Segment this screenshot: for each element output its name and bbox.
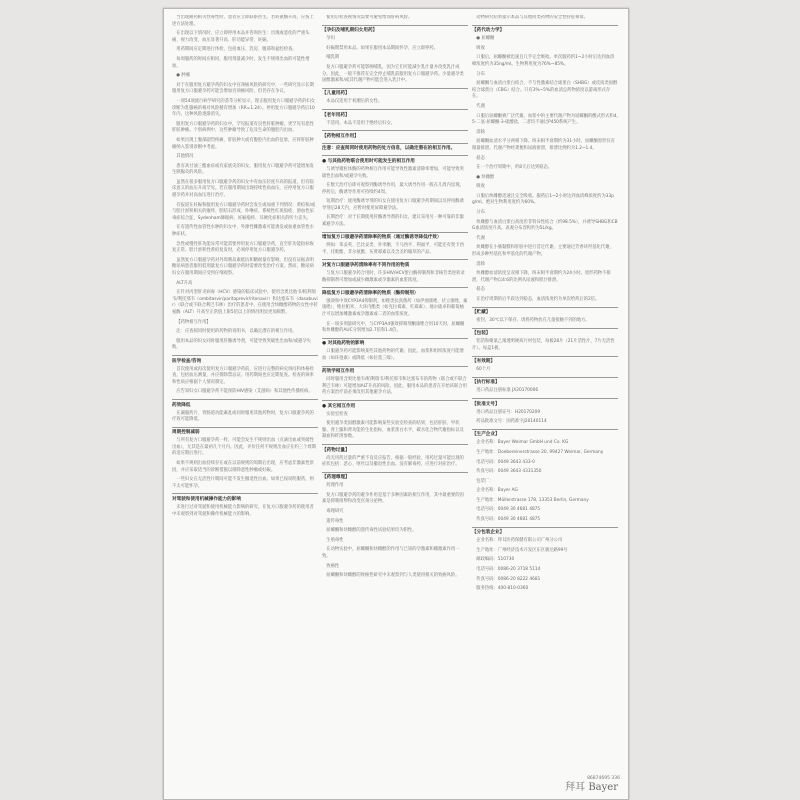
section-heading: 【孕妇及哺乳期妇女用药】 xyxy=(322,28,378,34)
section-heading: 【有效期】 xyxy=(472,359,495,365)
section-divider xyxy=(322,472,468,473)
section-divider xyxy=(322,259,468,260)
section-divider xyxy=(322,366,468,367)
section-divider xyxy=(472,429,618,430)
section-divider xyxy=(322,109,468,110)
section-heading: 药效降低 xyxy=(172,402,191,408)
paragraph: 使用避孕类固醇激素可能影响某些实验室检查的结果，包括肝脏、甲状腺、肾上腺和肾功能的生化指标，血浆蛋白水平，碳水化合物代谢指标以及凝血和纤溶参数。 xyxy=(322,421,464,440)
section-heading: 注意：应查阅同时使用药物的处方信息，以确定潜在的相互作用。 xyxy=(322,146,456,152)
section-divider xyxy=(322,338,468,339)
paragraph: 在一个治疗周期中，约8天后达到稳态。 xyxy=(476,165,553,171)
paragraph: ● 肿瘤 xyxy=(176,73,191,79)
paragraph: 注：应查阅同时使用的药物的说明书，以确定潜在的相互作用。 xyxy=(176,329,297,335)
paragraph: 分布 xyxy=(476,210,485,216)
section-heading: 【贮藏】 xyxy=(472,310,491,316)
section-divider xyxy=(322,143,468,144)
section-divider xyxy=(322,88,468,89)
paragraph: 生殖毒性 xyxy=(326,537,344,543)
section-divider xyxy=(472,307,618,308)
paragraph: 药理作用 xyxy=(326,483,344,489)
paragraph: 吸收 xyxy=(476,45,485,51)
paragraph: 复方口服避孕药的避孕作用是基于多种因素的相互作用，其中最重要的因素是抑制排卵和改变宫颈分泌物。 xyxy=(322,492,464,505)
paragraph: 代谢 xyxy=(476,235,485,241)
section-heading: 【执行标准】 xyxy=(472,380,500,386)
paragraph: 孕妇 xyxy=(326,36,335,42)
leaflet-column-3 xyxy=(472,15,618,793)
paragraph: 密封，30℃以下保存。请将药物放在儿童接触不到的地方。 xyxy=(476,318,590,324)
package-insert-leaflet xyxy=(163,8,629,800)
paragraph: 如果不规则出血持续存在或在以前规则的周期后出现，应考虑非激素性原因，并应采取适当的诊断措施以排除恶性肿瘤或妊娠。 xyxy=(172,461,314,473)
paragraph: 屈螺酮与血清白蛋白结合，不与性激素结合球蛋白（SHBG）或皮质类固醇结合球蛋白（CBG）结合。只有3%~5%的血清总药物浓度以游离形式存在。 xyxy=(472,81,618,100)
section-heading: 【老年用药】 xyxy=(322,112,350,118)
section-divider xyxy=(472,356,618,357)
paragraph: 传真号码：0049 30 4681 4875 xyxy=(476,517,541,523)
section-heading: 对复方口服避孕药清除率有不同作用的物质 xyxy=(322,263,410,269)
section-divider xyxy=(472,377,618,378)
paragraph: 虽然在很多服用复方口服避孕药的妇女中有血压轻度升高的报道，但有临床意义的血压升高罕见。若在服用期间出现持续性高血压，应停用复方口服避孕药并对高血压进行治疗。 xyxy=(172,179,314,199)
section-heading: 【包装】 xyxy=(472,331,491,337)
bayer-logo xyxy=(565,778,618,793)
paragraph: 不适用。本品不适用于绝经后妇女。 xyxy=(326,120,396,126)
paragraph: 在一项多剂量研究中，与CYP3A4强效抑制剂酮康唑合用10天时，屈螺酮和炔雌醇的AUC分别增加2.7倍和1.4倍。 xyxy=(322,321,465,334)
paragraph: 在出现以下情况时，应立即停用本品并咨询医生：出现或恶化的严重头痛、视力改变、血压显著升高、肝功能异常、妊娠。 xyxy=(172,31,310,43)
section-heading: 【药理毒理】 xyxy=(322,475,350,481)
paragraph: 应告知妇女口服避孕药不能预防HIV感染（艾滋病）和其他性传播疾病。 xyxy=(176,389,313,395)
paragraph: 药品批准文号：国药准字J20140114 xyxy=(476,419,547,425)
paragraph: 首次使用或再次使用复方口服避孕药前，应进行完整的病史询问和体格检查，包括血压测量，并应排除禁忌证。用药期间也应定期复查。检查的频率和性质应根据个人情况制定。 xyxy=(172,366,314,385)
paragraph: 与所有复方口服避孕药一样，可能会发生不规则出血（点滴出血或突破性出血），尤其是在最初几个月内。因此，评价任何不规则出血应在约三个周期的适应期后进行。 xyxy=(172,438,316,457)
section-divider xyxy=(172,355,318,356)
paragraph: 传真号码：0086-20 8222 4681 xyxy=(476,576,541,582)
paragraph: 本品仅适用于初潮后的女性。 xyxy=(326,99,383,105)
section-heading: 【分包装企业】 xyxy=(472,530,505,536)
section-heading: 【生产企业】 xyxy=(472,432,500,438)
paragraph: 稳态 xyxy=(476,287,485,293)
paragraph: 生产地址：广州经济技术开发区东区骏达路99号 xyxy=(476,547,568,553)
brand-name-cn: 拜耳 xyxy=(565,782,586,793)
section-heading: 周期控制减弱 xyxy=(172,430,200,436)
paragraph: 包装厂： xyxy=(476,478,494,484)
section-heading: 医学检查/咨询 xyxy=(172,358,202,364)
section-heading: 降低复方口服避孕药清除率的物质（酶抑制剂） xyxy=(322,290,419,296)
paragraph: 在治疗周期的后半段达到稳态，血清浓度约为单次给药后的2倍。 xyxy=(476,297,600,302)
section-heading: 【药物相互作用】 xyxy=(322,133,359,139)
paragraph: 有报道在妊娠和服用复方口服避孕药时会发生或加重下列情况：黄疸和/或与胆汁淤积相关的瘙痒、胆结石形成、卟啉症、系统性红斑狼疮、溶血性尿毒症综合征、Sydenham舞蹈病、妊娠疱疹、耳硬化症相关的听力丧失。 xyxy=(172,202,316,221)
paragraph: 同时服用含奥比他韦/帕利瑞韦/利托那韦和达塞布韦的药物（联合或不联合利巴韦林）可能增加ALT升高的风险。因此，服用本品的患者在开始该联合用药方案治疗前必须改用其他避孕方法。 xyxy=(322,377,467,396)
section-divider xyxy=(472,527,618,528)
paragraph: 妊娠期禁用本品。如果在服用本品期间怀孕，应立即停药。 xyxy=(326,45,439,51)
paragraph: 在有遗传性血管性水肿的妇女中，外源性雌激素可能诱发或加重血管性水肿症状。 xyxy=(172,225,314,238)
paragraph: 电话号码：0049 3643 433-0 xyxy=(476,459,535,465)
section-heading: ● 对其他药物的影响 xyxy=(322,341,365,347)
paragraph: 口服后屈螺酮被广泛代谢。血浆中的主要代谢产物为屈螺酮的酸式形式和4,5-二氢-屈螺酮-3-硫酸盐，二者均不通过P450系统产生。 xyxy=(472,113,618,126)
section-divider xyxy=(322,25,468,26)
section-divider xyxy=(322,287,468,288)
paragraph: 与诱导微粒体酶的药物相互作用可能导致性激素清除率增加，可能导致突破性出血和/或避孕失败。 xyxy=(322,166,464,179)
paragraph: 对于在服用复方避孕药的妇女中宫颈癌风险的研究中，一些研究显示长期服用复方口服避孕药可能会增加宫颈癌风险，但仍存在争议。 xyxy=(172,82,314,95)
paragraph: 在漏服药片、胃肠道功能紊乱或同时服用其他药物时，复方口服避孕药的疗效可能降低。 xyxy=(172,410,314,423)
paragraph: 与复方口服避孕药合用时，许多HIV/HCV蛋白酶抑制剂和非核苷类逆转录酶抑制剂可增加或减少雌激素或孕激素的血浆浓度。 xyxy=(322,271,465,283)
brand-name-en: Bayer xyxy=(588,782,618,793)
paragraph: ● 屈螺酮 xyxy=(476,36,495,42)
paragraph: 长期治疗：对于长期使用肝酶诱导剂的妇女，建议采用另一种可靠的非激素避孕方法。 xyxy=(322,215,464,228)
section-divider xyxy=(322,400,468,401)
paragraph: 进口药品注册证号：H20170209 xyxy=(476,409,541,415)
section-heading: ● 其它相互作用 xyxy=(322,403,356,409)
paragraph: 企业名称：拜耳医药保健有限公司广州分公司 xyxy=(476,538,563,544)
paragraph: 60个月 xyxy=(476,367,491,373)
paragraph: 铝箔和聚氯乙烯透明硬质片材包装，每板28片（21片活性片，7片无活性片）。每盒1板。 xyxy=(472,339,615,351)
section-divider xyxy=(172,427,318,428)
paragraph: 电话号码：0086-20 3718 5114 xyxy=(476,567,541,573)
paragraph: 传真号码：0049 3643 4331350 xyxy=(476,469,542,475)
paragraph: 稳态 xyxy=(476,155,485,161)
paragraph: 一些妇女在无活性片期间可能不发生撤退性出血。如果已按说明服药，则不太可能怀孕。 xyxy=(172,477,314,489)
section-divider xyxy=(322,232,468,233)
paragraph: 企业名称：Bayer AG xyxy=(476,488,518,494)
section-heading: 对驾驶和使用机械操作能力的影响 xyxy=(172,497,241,503)
paragraph: 企业名称：Bayer Weimar GmbH und Co. KG xyxy=(476,440,569,446)
paragraph: 吸收 xyxy=(476,184,485,190)
paragraph: 例如：苯妥英、巴比妥类、扑米酮、卡马西平、利福平，可能还有奥卡西平、托吡酯、非尔氨酯、灰黄霉素以及含圣约翰草的产品。 xyxy=(322,243,464,255)
paragraph: 口服后，屈螺酮被迅速且几乎完全吸收。单次服药约1~2小时后达到血清峰浓度约为35ng/ml。生物利用度为76%~85%。 xyxy=(472,55,615,67)
paragraph: 当出现耐药相关性毒性时，患者应立即联系医生。若转氨酶升高，应按上述方法处理。 xyxy=(172,15,314,27)
paragraph: 炔雌醇血清浓度呈双相下降，终末相半衰期约为24小时。原形药物不排泄，代谢产物以4:6的比例从尿液和胆汁排泄。 xyxy=(472,271,611,283)
paragraph: 在针对丙型肝炎病毒（HCV）感染的临床试验中，使用含奥比他韦/帕利瑞韦/利托那韦（ombitasvir/paritaprevir/ritonavir）和达塞布韦（dasabuvir）（联合或不联合利巴韦林）治疗的患者中，在使用含炔雌醇药物的女性中转氨酶（ALT）升高至正常值上限5倍以上的情况明显更加频繁。 xyxy=(172,290,318,315)
paragraph: 实验室检查 xyxy=(326,411,348,417)
section-divider xyxy=(172,399,318,400)
paragraph: 进口药品注册标准 JX20170006 xyxy=(476,388,539,394)
paragraph: 口服避孕药可能影响某些其他药物的代谢。因此，血浆和组织浓度可能增加（如环孢素）或降低（如拉莫三嗪）。 xyxy=(322,349,464,361)
paragraph: 屈螺酮血清水平分两相下降。终末相半衰期约为31小时。屈螺酮原形仅有微量排泄。代谢产物经粪便和尿液排泄，排泄比例约为1.2~1.4。 xyxy=(472,139,615,151)
paragraph: 哺乳期 xyxy=(326,55,340,61)
paragraph: 生产地址：Doebereinerstrasse 20, 99427 Weimar, Germany xyxy=(476,449,604,455)
paragraph: 其他情况 xyxy=(176,154,194,160)
section-heading: 【药物过量】 xyxy=(322,447,350,453)
paragraph: 虽然复方口服避孕药对外周胰岛素抵抗和糖耐量有影响，但没有证据表明糖尿病患者服用低剂量复方口服避孕药时需要改变治疗方案。然而，糖尿病妇女在服用期间应受到仔细观察。 xyxy=(172,257,314,276)
paragraph: 炔雌醇在小肠黏膜和肝脏中进行首过代谢，主要通过芳香环羟基化代谢，形成多种羟基化和甲基化的代谢产物。 xyxy=(472,245,614,258)
paragraph: 在数天治疗后即可观察到酶诱导作用，最大诱导作用一般在几周内显现。停药后，酶诱导作用可持续约4周。 xyxy=(322,183,464,195)
paragraph: 动物研究结果提示本品与其他同类药物的安全性特征相似。 xyxy=(476,15,589,20)
paragraph: 致癌性 xyxy=(326,563,340,569)
section-heading: 【药代动力学】 xyxy=(472,28,505,34)
leaflet-column-2 xyxy=(322,15,468,793)
paragraph: 分布 xyxy=(476,71,485,77)
paragraph: 代谢 xyxy=(476,103,485,109)
paragraph: 尚无用药过量的严重不良反应报告。根据一般经验，用药过量可能出现的症状包括：恶心、呕吐以及撤退性出血。没有解毒药，应进行对症治疗。 xyxy=(322,455,464,468)
section-heading: 药效学相互作用 xyxy=(322,369,355,375)
section-divider xyxy=(322,155,468,156)
paragraph: 消除 xyxy=(476,129,485,135)
paragraph: 使用后检查视情况需要可避免增加肝病风险。 xyxy=(326,15,413,20)
paragraph: 每周服药的时间应相同，服用剂量减少时，发生不规则出血的可能性增加。 xyxy=(172,56,310,69)
paragraph: 如果出现上腹部剧烈疼痛、肝脏肿大或有腹腔内出血的征象，应将肝脏肿瘤纳入鉴别诊断中考虑。 xyxy=(172,137,314,150)
paragraph: 口服后炔雌醇迅速且完全吸收。服药后1~2小时达到血清峰浓度约为33pg/ml。绝对生物利用度约为60%。 xyxy=(472,193,614,206)
paragraph: ALT升高 xyxy=(176,280,193,286)
section-divider xyxy=(472,328,618,329)
paragraph: 一项54项流行病学研究的荟萃分析显示，现正服用复方口服避孕药的妇女诊断为乳腺癌的相对风险稍有增加（RR=1.24）。停用复方口服避孕药后10年内，这种风险逐渐消失。 xyxy=(172,98,315,118)
paragraph: 未进行过对驾驶和使用机械能力影响的研究。在复方口服避孕药的使用者中未观察到对驾驶和操作机械能力的影响。 xyxy=(172,505,314,517)
paragraph: 遗传毒性 xyxy=(326,518,344,524)
section-heading: 【批准文号】 xyxy=(472,401,500,407)
section-heading: 增加复方口服避孕药清除率的物质（通过酶诱导降低疗效） xyxy=(322,235,442,241)
section-divider xyxy=(472,398,618,399)
paragraph: 【药物相互作用】 xyxy=(176,319,211,325)
leaflet-column-1 xyxy=(172,15,318,793)
section-divider xyxy=(322,444,468,445)
paragraph: 邮政编码：510730 xyxy=(476,557,515,563)
paragraph: 服用本品的妇女同时服用肝酶诱导剂，可能导致突破性出血和/或避孕失败。 xyxy=(172,338,311,351)
paragraph: 用药期间应定期进行体检，包括血压、乳房、腹部和盆腔检查。 xyxy=(176,47,297,53)
paragraph: 复方口服避孕药可能影响哺乳，因为它们可能减少乳汁量并改变乳汁成分。因此，一般不推荐在完全停止哺乳前服用复方口服避孕药。少量避孕类固醇激素和/或其代谢产物可能会进入乳汁中。 xyxy=(322,64,464,84)
paragraph: 消除 xyxy=(476,261,485,267)
paragraph: 屈螺酮和炔雌醇的致癌性研究中未观察到与人类使用相关的致癌风险。 xyxy=(326,573,460,579)
section-heading: 【儿童用药】 xyxy=(322,91,350,97)
paragraph: 电话号码：0049 30 4681 4875 xyxy=(476,507,541,513)
paragraph: ● 炔雌醇 xyxy=(476,174,495,180)
section-heading: ● 与其他药物联合使用时可能发生的相互作用 xyxy=(322,158,415,164)
paragraph: 急性或慢性肝功能异常可能需要停用复方口服避孕药，直至肝功能指标恢复正常。胆汁淤积性黄疸复发时，必须停用复方口服避孕药。 xyxy=(172,241,314,254)
paragraph: 生产地址：Müllerstrasse 178, 13353 Berlin, Germany xyxy=(476,497,589,503)
paragraph: 强效和中效CYP3A4抑制剂，如唑类抗真菌药（如伊曲康唑、伏立康唑、氟康唑）、维拉帕米、大环内酯类（如克拉霉素、红霉素）、地尔硫卓和葡萄柚汁可以增加雌激素或孕激素或二者的血浆浓度。 xyxy=(322,298,468,317)
section-divider xyxy=(322,130,468,131)
paragraph: 短期治疗：使用酶诱导剂的妇女在使用复方口服避孕药期间以及停用酶诱导剂后28天内，应暂时使用屏障避孕法。 xyxy=(322,199,464,211)
paragraph: 炔雌醇与血清白蛋白高度但非特异性结合（约98.5%），并诱导SHBG和CBG血清浓度升高。表观分布容积约为5L/kg。 xyxy=(472,219,618,232)
paragraph: 毒理研究 xyxy=(326,509,344,515)
paragraph: 屈螺酮和炔雌醇的遗传毒性试验结果均为阴性。 xyxy=(326,528,417,534)
paragraph: 在动物实验中，屈螺酮和炔雌醇的作用与已知的孕激素和雌激素作用一致。 xyxy=(322,547,460,560)
document-code: 86874695 336 xyxy=(587,776,620,781)
paragraph: 患有高甘油三酯血症或有家族史的妇女，服用复方口服避孕药可能增加发生胰腺炎的风险。 xyxy=(172,163,314,176)
paragraph: 服务热线：400-810-0360 xyxy=(476,586,529,592)
section-divider xyxy=(172,493,318,494)
paragraph: 服用复方口服避孕药的妇女中，罕见报道有良性肝脏肿瘤，更罕见有恶性肝脏肿瘤。个别病例中，这些肿瘤导致了危及生命的腹腔内出血。 xyxy=(172,121,314,134)
section-divider xyxy=(472,25,618,26)
